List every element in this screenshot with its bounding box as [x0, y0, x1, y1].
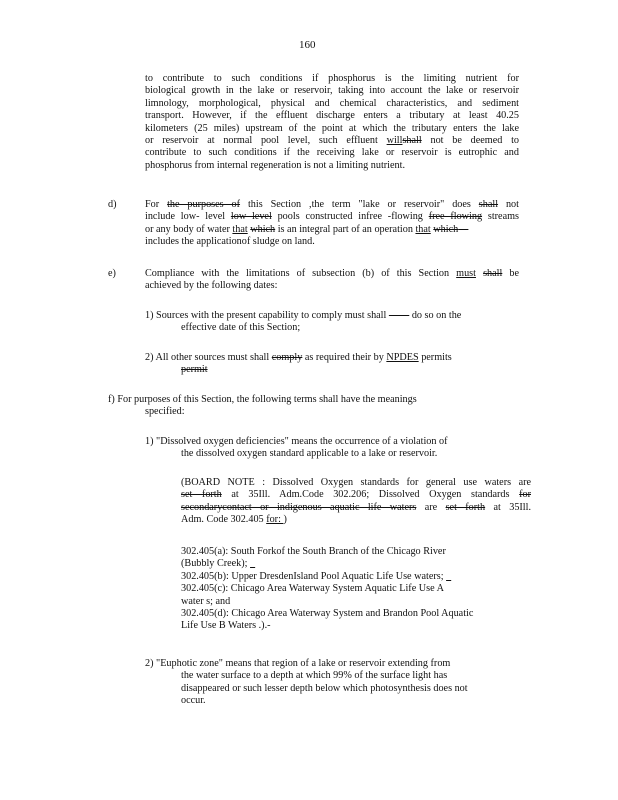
deleted-text: permit [181, 364, 208, 376]
reference-line: Life Use B Waters .).- [181, 620, 271, 632]
note-line: (BOARD NOTE : Dissolved Oxygen standards for general use waters are [181, 477, 531, 488]
strike-rule [389, 310, 409, 321]
text: at 35Ill. Adm.Code 302.206; Dissolved Oxygen standards [221, 489, 520, 501]
intro-line: phosphorus from internal regeneration is not a limiting nutrient. [145, 159, 406, 171]
rule-references [181, 546, 531, 633]
inserted-text: must [456, 268, 476, 279]
inserted-text: will [386, 135, 403, 147]
section-d-line: includes the applicationof sludge on land. [145, 236, 315, 248]
section-f [108, 394, 519, 419]
definition-1 [145, 436, 519, 461]
deleted-text: comply [271, 352, 303, 363]
intro-line: limnology, morphological, physical and chemical characteristics, and sediment [145, 97, 519, 109]
deleted-text: secondarycontact or indigenous aquatic life waters [181, 501, 417, 513]
text: this Section ,the term "lake or reservoir" does [240, 199, 479, 210]
board-note [181, 477, 531, 527]
intro-paragraph [145, 73, 519, 172]
text: For [145, 199, 168, 210]
strike-rule [458, 224, 468, 235]
deleted-text: free flowing [428, 211, 483, 223]
section-d-line [145, 211, 519, 223]
text: 302.405(b): Upper DresdenIsland Pool Aquatic Life Use waters; [181, 570, 444, 582]
definition-line: 1) "Dissolved oxygen deficiencies" means the occurrence of a violation of [145, 436, 448, 447]
intro-line: kilometers (25 miles) upstream of the point at which the tributary enters the lake [145, 122, 519, 134]
item-line: effective date of this Section; [181, 322, 301, 334]
definition-line: disappeared or such lesser depth below which photosynthesis does not [181, 682, 468, 694]
inserted-text: that [232, 223, 248, 235]
text: permits [418, 352, 452, 363]
text: are [416, 501, 446, 513]
deleted-text: which [433, 223, 459, 235]
section-e-line [145, 268, 519, 280]
text: or any body of water [145, 223, 233, 235]
inserted-text: that [415, 223, 431, 235]
intro-line: biological growth in the lake or reservoir, taking into account the lake or reservoir [145, 85, 519, 97]
section-f-line: f) For purposes of this Section, the following terms shall have the meanings [108, 394, 417, 405]
reference-line: 302.405(c): Chicago Area Waterway System Aquatic Life Use A [181, 583, 444, 595]
section-d [145, 199, 519, 249]
text: ) [283, 514, 287, 526]
note-line [181, 514, 531, 526]
text: Compliance with the limitations of subsection (b) of this Section [145, 268, 457, 279]
section-d-marker: d) [108, 199, 117, 210]
insertion-mark [250, 558, 255, 569]
deleted-text: shall [483, 268, 503, 279]
section-e-line: achieved by the following dates: [145, 280, 278, 292]
definition-line: the water surface to a depth at which 99% of the surface light has [181, 670, 448, 682]
section-e-marker: e) [108, 268, 116, 279]
intro-line: to contribute to such conditions if phosphorus is the limiting nutrient for [145, 73, 519, 84]
definition-line: the dissolved oxygen standard applicable to a lake or reservoir. [181, 448, 438, 460]
text: is an integral part of an operation [275, 223, 416, 235]
text: or reservoir at normal pool level, such effluent [145, 135, 387, 147]
definition-line: occur. [181, 695, 206, 707]
text: Adm. Code 302.405 [181, 514, 267, 526]
reference-line [181, 571, 531, 583]
text: (Bubbly Creek); [181, 558, 248, 570]
section-d-line [145, 224, 519, 236]
deleted-text: shall [478, 199, 499, 210]
text: not be deemed to [421, 135, 519, 147]
inserted-text: NPDES [386, 352, 419, 363]
note-line [181, 502, 531, 514]
text: at 35Ill. [485, 501, 532, 513]
text: pools constructed infree -flowing [271, 211, 429, 223]
section-e-item-2 [145, 352, 519, 377]
text: as required their by [302, 352, 387, 363]
text: streams [482, 211, 519, 223]
definition-2 [145, 658, 519, 708]
text: 2) All other sources must shall [145, 352, 272, 363]
text: not [498, 199, 519, 210]
intro-line [145, 135, 519, 147]
note-line [181, 489, 531, 501]
reference-line [181, 558, 531, 570]
definition-line: 2) "Euphotic zone" means that region of a lake or reservoir extending from [145, 658, 451, 669]
intro-line: transport. However, if the effluent discharge enters a tributary at least 40.25 [145, 110, 519, 122]
reference-line: 302.405(a): South Forkof the South Branch of the Chicago River [181, 546, 446, 557]
item-line [145, 364, 519, 376]
deleted-text: shall [402, 135, 422, 147]
section-d-line [145, 199, 519, 211]
intro-line: contribute to such conditions if the receiving lake or reservoir is eutrophic and [145, 147, 519, 159]
text: 1) Sources with the present capability to comply must shall [145, 310, 389, 321]
page-number: 160 [299, 39, 316, 51]
deleted-text: set forth [445, 501, 486, 513]
reference-line: 302.405(d): Chicago Area Waterway System and Brandon Pool Aquatic [181, 608, 474, 620]
item-line [145, 310, 519, 322]
item-line [145, 352, 519, 364]
inserted-text: for: [266, 514, 284, 526]
text: include low- level [145, 211, 231, 223]
reference-line: water s; and [181, 595, 231, 607]
deleted-text: for [519, 489, 531, 501]
text: do so on the [409, 310, 462, 321]
deleted-text: which [250, 223, 276, 235]
deleted-text: low level [230, 211, 272, 223]
text: be [502, 268, 519, 279]
section-e [145, 268, 519, 293]
section-e-item-1 [145, 310, 519, 335]
insertion-mark [446, 571, 451, 582]
deleted-text: set forth [181, 489, 222, 501]
deleted-text: the purposes of [167, 199, 241, 210]
section-f-line: specified: [145, 406, 185, 418]
